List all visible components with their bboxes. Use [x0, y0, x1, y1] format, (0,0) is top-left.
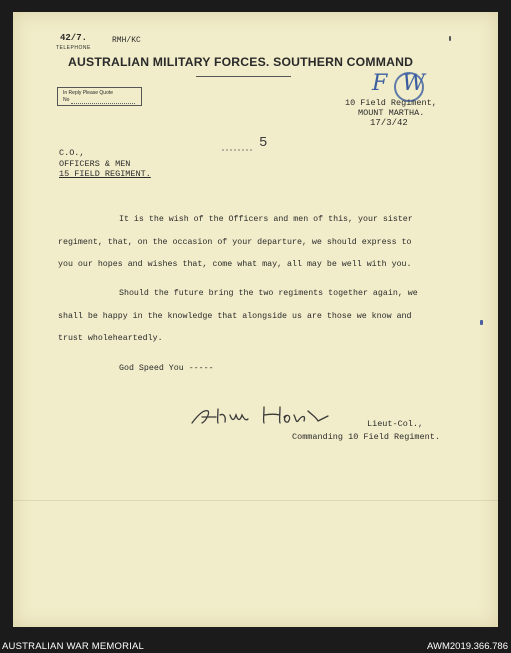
- reference-number: 42/7.: [60, 33, 88, 43]
- paragraph-2: [58, 283, 430, 351]
- recipient-line-1: C.O.,: [59, 148, 85, 158]
- corner-mark: [449, 36, 451, 41]
- archive-footer: [0, 637, 511, 653]
- reply-box-number-line: [71, 98, 135, 104]
- recipient-line-2: OFFICERS & MEN: [59, 159, 131, 169]
- page-marker: 5: [259, 135, 268, 151]
- letter-date: 17/3/42: [370, 118, 408, 128]
- paragraph-2-line-3: trust wholeheartedly.: [58, 334, 163, 343]
- reply-box-no-label: No: [63, 97, 70, 103]
- paragraph-1-line-1: It is the wish of the Officers and men of this, your sister: [119, 215, 413, 224]
- fw-stamp: F W: [372, 71, 429, 96]
- faint-stamp-mark: [222, 143, 252, 151]
- sender-unit: 10 Field Regiment,: [345, 98, 437, 108]
- reply-quote-box: [57, 87, 142, 106]
- organisation-heading: AUSTRALIAN MILITARY FORCES. SOUTHERN COMMAND: [68, 55, 414, 69]
- reply-box-number-row: [63, 97, 141, 104]
- paragraph-3: [58, 358, 430, 381]
- paragraph-2-line-1: Should the future bring the two regiments together again, we: [119, 289, 418, 298]
- paragraph-1-line-3: you our hopes and wishes that, come what may, all may be well with you.: [58, 260, 412, 269]
- paragraph-1: [58, 209, 430, 277]
- handwritten-signature: [188, 401, 368, 431]
- recipient-line-3: 15 FIELD REGIMENT.: [59, 169, 151, 179]
- accession-number: AWM2019.366.786: [427, 641, 508, 652]
- signatory-role: Commanding 10 Field Regiment.: [292, 432, 440, 442]
- signatory-rank: Lieut-Col.,: [367, 419, 424, 429]
- sender-location: MOUNT MARTHA.: [358, 108, 425, 118]
- paragraph-2-line-2: shall be happy in the knowledge that alongside us are those we know and: [58, 311, 412, 321]
- typist-initials: RMH/KC: [112, 36, 141, 45]
- telephone-label: TELEPHONE: [56, 45, 91, 51]
- paper-fold-line: [13, 500, 498, 501]
- reply-box-label: In Reply Please Quote: [63, 90, 114, 96]
- heading-rule: [196, 76, 291, 77]
- archive-name: AUSTRALIAN WAR MEMORIAL: [2, 641, 145, 652]
- paragraph-1-line-2: regiment, that, on the occasion of your departure, we should express to: [58, 237, 412, 247]
- god-speed-line: God Speed You -----: [119, 364, 214, 373]
- ink-speck: [480, 320, 483, 325]
